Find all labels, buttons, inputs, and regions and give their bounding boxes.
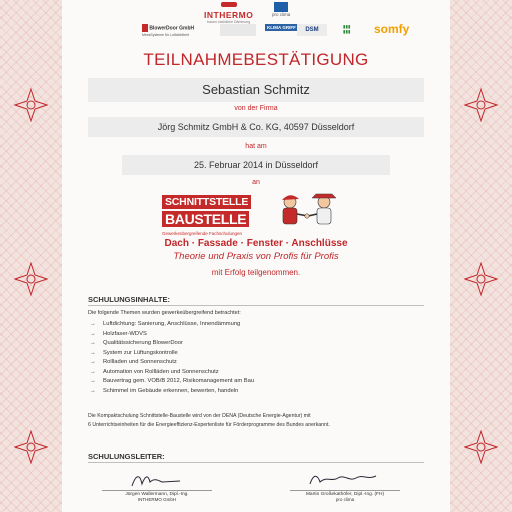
klima-griff-logo: KLIMA GRIFF	[267, 25, 296, 30]
signatory-1-name: Jürgen Wallermann, Dipl.-Ing.	[125, 492, 189, 497]
arrow-right-icon: →	[90, 321, 96, 327]
sponsor-logos	[62, 2, 450, 42]
at-label: an	[252, 179, 260, 186]
list-item: → Bauvertrag gem. VOB/B 2012, Risikomanagement am Bau	[90, 377, 254, 387]
list-item: → Rollladen und Sonnenschutz	[90, 358, 254, 368]
topic-list	[90, 320, 254, 396]
company-name: Jörg Schmitz GmbH & Co. KG, 40597 Düsseldorf	[88, 117, 424, 137]
certificate-sheet	[62, 0, 450, 512]
list-item: → Qualitätssicherung BlowerDoor	[90, 339, 254, 349]
arrow-right-icon: →	[90, 349, 96, 356]
list-item: → Automation von Rollläden und Sonnenschutz	[90, 368, 254, 378]
inthermo-wordmark: INTHERMO	[204, 10, 254, 20]
brand-subtitle: Gewerkeübergreifende Fachschulungen	[162, 231, 243, 236]
leaders-divider	[88, 462, 424, 463]
dena-recognition-note: Die Kompaktschulung Schnittstelle-Baustelle wird von der DENA (Deutsche Energie-Agentur) mit 6 Unterrichtseinheiten für die Energieeffizienz-Expertenliste für Förderprogramme des Bundes anerkannt.	[88, 413, 330, 428]
proclima-mark-icon	[274, 2, 288, 12]
brand-line-1: SCHNITTSTELLE	[162, 195, 251, 209]
rosette-ornament-icon	[464, 430, 498, 464]
signatory-2-name: Martin Großekathöfer, Dipl.-Ing. (FH)	[305, 492, 385, 497]
blowerdoor-logo	[142, 24, 194, 38]
rosette-ornament-icon	[14, 430, 48, 464]
dsm-logo: DSM	[297, 24, 327, 36]
date-place: 25. Februar 2014 in Düsseldorf	[122, 155, 390, 175]
signature-1-image	[92, 470, 222, 490]
slogan: Theorie und Praxis von Profis für Profis	[173, 251, 339, 262]
blowerdoor-wordmark: BlowerDoor GmbH	[149, 25, 195, 32]
blowerdoor-tagline: MessSysteme für Luftdichtheit	[142, 33, 189, 37]
signature-2-image	[280, 470, 410, 490]
blowerdoor-mark-icon	[142, 24, 148, 32]
inthermo-mark-icon	[221, 2, 237, 7]
rosette-ornament-icon	[14, 88, 48, 122]
rosette-ornament-icon	[14, 262, 48, 296]
inthermo-tagline: bauen natürliche Dämmung	[207, 20, 251, 24]
arrow-right-icon: →	[90, 340, 96, 346]
date-label: hat am	[245, 143, 267, 150]
list-item: → Luftdichtung: Sanierung, Anschlüsse, Innendämmung	[90, 320, 254, 330]
leaders-heading: SCHULUNGSLEITER:	[88, 452, 165, 461]
signature-block-1	[92, 470, 222, 502]
arrow-right-icon: →	[90, 359, 96, 365]
brand-line-2: BAUSTELLE	[162, 211, 249, 227]
energy-partner-logo	[220, 24, 256, 36]
somfy-logo: somfy	[374, 22, 410, 36]
handshake-illustration-icon	[272, 192, 344, 232]
proclima-wordmark: pro clima	[272, 12, 291, 17]
partner-logo-green: ▮▮▮ ▮▮▮	[343, 24, 351, 34]
arrow-right-icon: →	[90, 330, 96, 337]
rosette-ornament-icon	[464, 262, 498, 296]
signature-block-2	[280, 470, 410, 502]
arrow-right-icon: →	[90, 378, 96, 384]
schnittstelle-baustelle-logo	[162, 192, 362, 234]
arrow-right-icon: →	[90, 368, 96, 375]
arrow-right-icon: →	[90, 387, 96, 394]
certificate-title: TEILNAHMEBESTÄTIGUNG	[143, 50, 369, 69]
success-text: mit Erfolg teilgenommen.	[211, 268, 301, 277]
signatory-1-org: INTHERMO GmbH	[137, 497, 177, 502]
list-item: → Holzfaser-WDVS	[90, 330, 254, 340]
from-company-label: von der Firma	[234, 105, 278, 112]
list-item: → System zur Lüftungskontrolle	[90, 349, 254, 359]
list-item: → Schimmel im Gebäude erkennen, bewerten, handeln	[90, 387, 254, 397]
contents-divider	[88, 305, 424, 306]
participant-name: Sebastian Schmitz	[88, 78, 424, 102]
proclima-logo	[272, 2, 290, 17]
rosette-ornament-icon	[464, 88, 498, 122]
contents-heading: SCHULUNGSINHALTE:	[88, 295, 170, 304]
topics-headline: Dach · Fassade · Fenster · Anschlüsse	[164, 238, 348, 249]
inthermo-logo	[204, 2, 253, 24]
signatory-2-org: pro clima	[335, 497, 355, 502]
contents-intro: Die folgende Themen wurden gewerkeübergreifend betrachtet:	[88, 310, 241, 316]
